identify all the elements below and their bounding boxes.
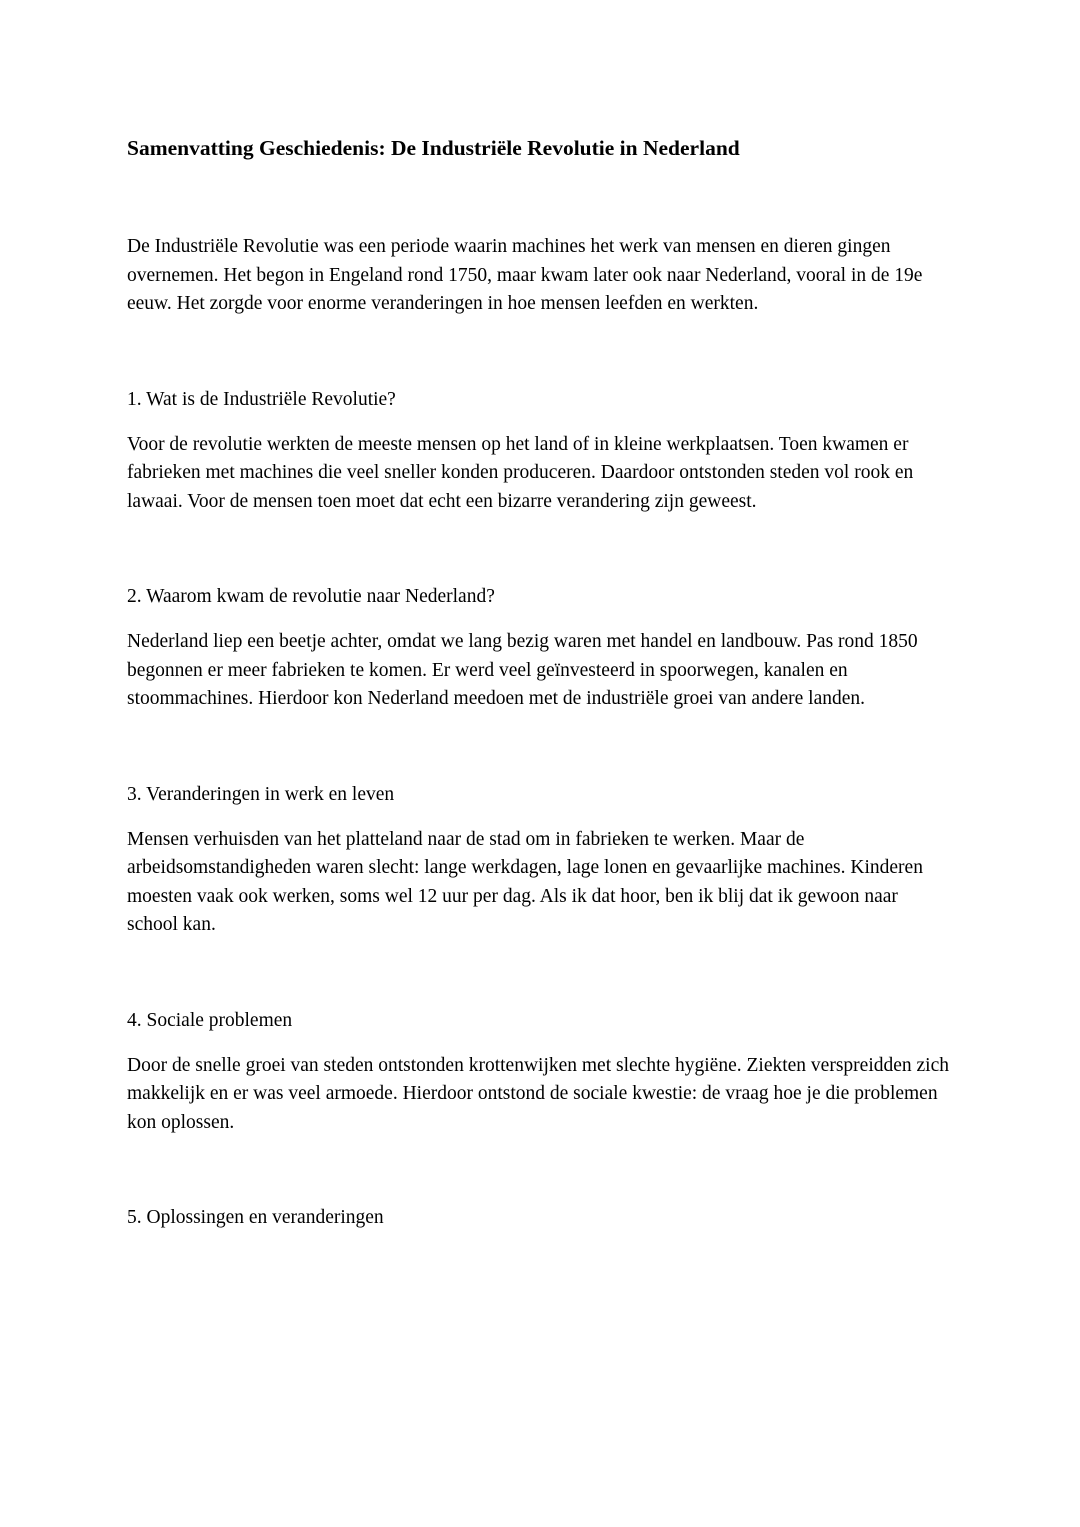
section-1-paragraph: Voor de revolutie werkten de meeste mensen op het land of in kleine werkplaatsen. Toen kwamen er fabrieken met machines die veel sneller konden produceren. Daardoor ontstonden steden vol rook en lawaai. Voor de mensen toen moet dat echt een bizarre verandering zijn geweest.	[127, 433, 914, 512]
section-2-heading: 2. Waarom kwam de revolutie naar Nederland?	[127, 586, 495, 607]
section-3	[127, 782, 952, 940]
section-5-heading: 5. Oplossingen en veranderingen	[127, 1207, 384, 1228]
document-title: Samenvatting Geschiedenis: De Industriële Revolutie in Nederland	[127, 136, 740, 160]
section-4	[127, 1008, 952, 1138]
section-4-paragraph: Door de snelle groei van steden ontstonden krottenwijken met slechte hygiëne. Ziekten verspreidden zich makkelijk en er was veel armoede. Hierdoor ontstond de sociale kwestie: de vraag hoe je die problemen kon oplossen.	[127, 1054, 949, 1133]
section-3-heading: 3. Veranderingen in werk en leven	[127, 783, 395, 805]
intro-paragraph: De Industriële Revolutie was een periode waarin machines het werk van mensen en dieren gingen overnemen. Het begon in Engeland rond 1750, maar kwam later ook naar Nederland, vooral in de 19e eeuw. Het zorgde voor enorme veranderingen in hoe mensen leefden en werkten.	[127, 236, 923, 314]
section-5	[127, 1205, 952, 1231]
section-2	[127, 584, 952, 714]
section-2-paragraph: Nederland liep een beetje achter, omdat we lang bezig waren met handel en landbouw. Pas rond 1850 begonnen er meer fabrieken te komen. Er werd veel geïnvesteerd in spoorwegen, kanalen en stoommachines. Hierdoor kon Nederland meedoen met de industriële groei van andere landen.	[127, 631, 918, 709]
section-1-heading: 1. Wat is de Industriële Revolutie?	[127, 388, 396, 410]
section-3-paragraph: Mensen verhuisden van het platteland naar de stad om in fabrieken te werken. Maar de arbeidsomstandigheden waren slecht: lange werkdagen, lage lonen en gevaarlijke machines. Kinderen moesten vaak ook werken, soms wel 12 uur per dag. Als ik dat hoor, ben ik blij dat ik gewoon naar school kan.	[127, 828, 923, 935]
section-1	[127, 387, 952, 517]
section-4-heading: 4. Sociale problemen	[127, 1009, 293, 1031]
